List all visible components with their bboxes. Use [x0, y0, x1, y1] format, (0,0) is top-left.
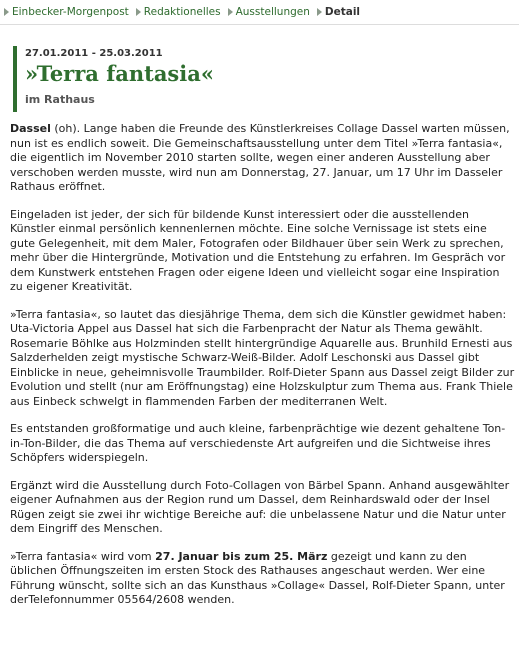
paragraph: »Terra fantasia«, so lautet das diesjährige Thema, dem sich die Künstler gewidmet haben: Uta-Victoria Appel aus Dassel hat sich die Farbenpracht der Natur als Thema gewählt. Rosemarie Böhlke aus Holzminden stellt hintergründige Aquarelle aus. Brunhild Ernesti aus Salzderhelden zeigt mystische Schwarz-Weiß-Bilder. Adolf Leschonski aus Dassel gibt Einblicke in neue, geheimnisvolle Traumbilder. Rolf-Dieter Spann aus Dassel zeigt Bilder zur Evolution und stellt (nur am Eröffnungstag) eine Holzskulptur zum Thema aus. Frank Thiele aus Einbeck schwelgt in flammenden Farben der mediterranen Welt.	[10, 307, 515, 408]
article-body	[10, 122, 515, 619]
arrow-right-icon	[317, 8, 322, 16]
breadcrumb-current: Detail	[324, 6, 361, 18]
breadcrumb-item-detail	[317, 6, 360, 18]
breadcrumb-link[interactable]: Einbecker-Morgenpost	[12, 6, 129, 18]
paragraph: Eingeladen ist jeder, der sich für bildende Kunst interessiert oder die ausstellenden Künstler einmal persönlich kennenlernen möchte. Eine solche Vernissage ist stets eine gute Gelegenheit, mit dem Maler, Fotografen oder Bildhauer über sein Werk zu sprechen, mehr über die Hintergründe, Motivation und die Entstehung zu erfahren. Im Gespräch vor dem Kunstwerk entstehen Fragen oder eigene Ideen und vielleicht sogar eine Inspiration zu eigener Kreativität.	[10, 207, 506, 293]
page-title: »Terra fantasia«	[25, 61, 214, 86]
breadcrumb-item-einbecker-morgenpost[interactable]	[4, 6, 129, 18]
article-header	[13, 46, 473, 112]
paragraph-text: (oh). Lange haben die Freunde des Künstlerkreises Collage Dassel warten müssen, nun ist es endlich soweit. Die Gemeinschaftsausstellung unter dem Titel »Terra fantasia«, die eigentlich im November 2010 starten sollte, wegen einer anderen Ausstellung aber verschoben werden musste, wird nun am Donnerstag, 27. Januar, um 17 Uhr im Dasseler Rathaus eröffnet.	[10, 122, 510, 193]
paragraph: Es entstanden großformatige und auch kleine, farbenprächtige wie dezent gehaltene Ton-in-Ton-Bilder, die das Thema auf verschiedenste Art aufgreifen und die Sichtweise ihres Schöpfers widerspiegeln.	[10, 422, 506, 464]
paragraph: Ergänzt wird die Ausstellung durch Foto-Collagen von Bärbel Spann. Anhand ausgewählter eigener Aufnahmen aus der Region rund um Dassel, dem Reinhardswald oder der Insel Rügen zeigt sie zwei ihr wichtige Bereiche auf: die unbelassene Natur und die Natur unter dem Eingriff des Menschen.	[10, 478, 510, 535]
arrow-right-icon	[136, 8, 141, 16]
breadcrumb-item-ausstellungen[interactable]	[228, 6, 310, 18]
arrow-right-icon	[4, 8, 9, 16]
arrow-right-icon	[228, 8, 233, 16]
breadcrumb-link[interactable]: Redaktionelles	[143, 6, 221, 18]
page-subtitle: im Rathaus	[25, 93, 95, 106]
breadcrumb-link[interactable]: Ausstellungen	[235, 6, 310, 18]
breadcrumb-item-redaktionelles[interactable]	[136, 6, 221, 18]
dateline: Dassel	[10, 122, 51, 135]
divider	[0, 24, 519, 25]
paragraph-text: »Terra fantasia« wird vom	[10, 549, 156, 563]
paragraph	[10, 122, 515, 195]
date-range: 27.01.2011 - 25.03.2011	[25, 48, 163, 59]
paragraph-text: gezeigt und kann zu den üblichen Öffnungszeiten im ersten Stock des Rathauses angeschaut werden. Wer eine Führung wünscht, sollte sich an das Kunsthaus »Collage« Dassel, Rolf-Dieter Spann, unter derTelefonnummer 05564/2608 wenden.	[10, 549, 505, 606]
breadcrumb	[4, 6, 367, 18]
paragraph	[10, 550, 515, 608]
date-highlight: 27. Januar bis zum 25. März	[155, 549, 328, 563]
